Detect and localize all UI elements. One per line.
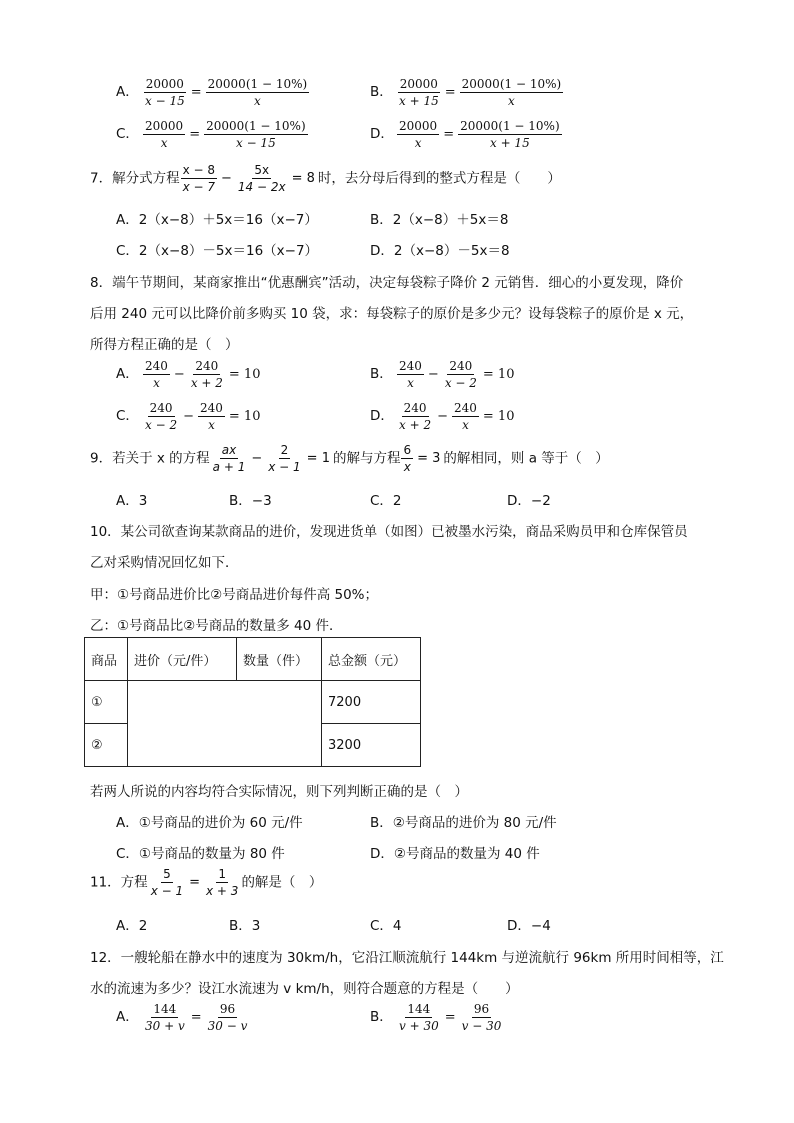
q11-option-d: D．−4: [507, 918, 551, 934]
q8-stem-line2: 后用 240 元可以比降价前多购买 10 袋，求：每袋粽子的原价是多少元？设每袋粽子的原价是 x 元，: [90, 306, 694, 322]
q10-option-b: B．②号商品的进价为 80 元/件: [370, 815, 557, 831]
q8-option-b: B． $\frac{240}{x}$ − $\frac{240}{x - 2}$ = 10: [370, 359, 515, 390]
q9-option-b: B．−3: [229, 493, 272, 509]
q9-option-c: C．2: [370, 493, 402, 509]
table-header-row: [85, 638, 421, 681]
q7-option-a: A．2（x−8）＋5x＝16（x−7）: [116, 212, 318, 228]
ink-stained-cell: [128, 681, 322, 767]
q10-stem-line1: 10．某公司欲查询某款商品的进价，发现进货单（如图）已被墨水污染，商品采购员甲和仓库保管员: [90, 524, 688, 540]
q8-stem-line1: 8．端午节期间，某商家推出“优惠酬宾”活动，决定每袋粽子降价 2 元销售．细心的小夏发现，降价: [90, 275, 684, 291]
q10-option-a: A．①号商品的进价为 60 元/件: [116, 815, 303, 831]
q12-stem-line2: 水的流速为多少？设江水流速为 v km/h，则符合题意的方程是（ ）: [90, 981, 519, 997]
q8-option-a: A． $\frac{240}{x}$ − $\frac{240}{x + 2}$ = 10: [116, 359, 261, 390]
q11-option-c: C．4: [370, 918, 402, 934]
q12-option-b: B． $\frac{144}{v + 30}$ = $\frac{96}{v - 30}$: [370, 1002, 502, 1033]
table-cell-item: ②: [85, 724, 128, 767]
q7-option-b: B．2（x−8）＋5x＝8: [370, 212, 509, 228]
q6-option-b: B． $\frac{20000}{x + 15}$ = $\frac{20000(1 - 10\%)}{x}$: [370, 77, 562, 108]
table-cell-item: ①: [85, 681, 128, 724]
q12-stem-line1: 12．一艘轮船在静水中的速度为 30km/h，它沿江顺流航行 144km 与逆流航行 96km 所用时间相等，江: [90, 950, 724, 966]
q7-stem: 7．解分式方程 $\frac{x - 8}{x - 7}$ − $\frac{5x}{14 - 2x}$ = 8 时，去分母后得到的整式方程是（ ）: [90, 163, 561, 194]
purchase-order-table: [84, 637, 421, 767]
q9-option-a: A．3: [116, 493, 148, 509]
q10-statement-jia: 甲：①号商品进价比②号商品进价每件高 50%；: [90, 587, 379, 603]
q10-question: 若两人所说的内容均符合实际情况，则下列判断正确的是（ ）: [90, 784, 468, 800]
q7-option-d: D．2（x−8）－5x＝8: [370, 243, 510, 259]
q11-option-b: B．3: [229, 918, 261, 934]
q9-option-d: D．−2: [507, 493, 551, 509]
q12-option-a: A． $\frac{144}{30 + v}$ = $\frac{96}{30 - v}$: [116, 1002, 248, 1033]
table-header-cell: 进价（元/件）: [128, 638, 237, 681]
q8-stem-line3: 所得方程正确的是（ ）: [90, 337, 239, 353]
q9-stem: 9．若关于 x 的方程 $\frac{ax}{a + 1}$ − $\frac{2}{x - 1}$ = 1 的解与方程 $\frac{6}{x}$ = 3 的解相同，则 a 等于（ ）: [90, 443, 609, 474]
table-header-cell: 总金额（元）: [322, 638, 421, 681]
q7-option-c: C．2（x−8）－5x＝16（x−7）: [116, 243, 319, 259]
q10-option-d: D．②号商品的数量为 40 件: [370, 846, 540, 862]
q10-stem-line2: 乙对采购情况回忆如下．: [90, 555, 239, 571]
q11-stem: 11．方程 $\frac{5}{x - 1}$ = $\frac{1}{x + 3}$ 的解是（ ）: [90, 867, 323, 898]
q11-option-a: A．2: [116, 918, 148, 934]
q6-option-d: D． $\frac{20000}{x}$ = $\frac{20000(1 - 10\%)}{x + 15}$: [370, 119, 560, 150]
table-cell-total: 3200: [322, 724, 421, 767]
table-row: [85, 681, 421, 724]
table-cell-total: 7200: [322, 681, 421, 724]
table-header-cell: 商品: [85, 638, 128, 681]
table-header-cell: 数量（件）: [237, 638, 322, 681]
q6-option-a: A． $\frac{20000}{x - 15}$ = $\frac{20000(1 - 10\%)}{x}$: [116, 77, 308, 108]
q8-option-d: D． $\frac{240}{x + 2}$ − $\frac{240}{x}$ = 10: [370, 401, 515, 432]
q10-statement-yi: 乙：①号商品比②号商品的数量多 40 件．: [90, 618, 343, 634]
q6-option-c: C． $\frac{20000}{x}$ = $\frac{20000(1 - 10\%)}{x - 15}$: [116, 119, 306, 150]
q8-option-c: C． $\frac{240}{x - 2}$ − $\frac{240}{x}$ = 10: [116, 401, 261, 432]
q10-option-c: C．①号商品的数量为 80 件: [116, 846, 285, 862]
